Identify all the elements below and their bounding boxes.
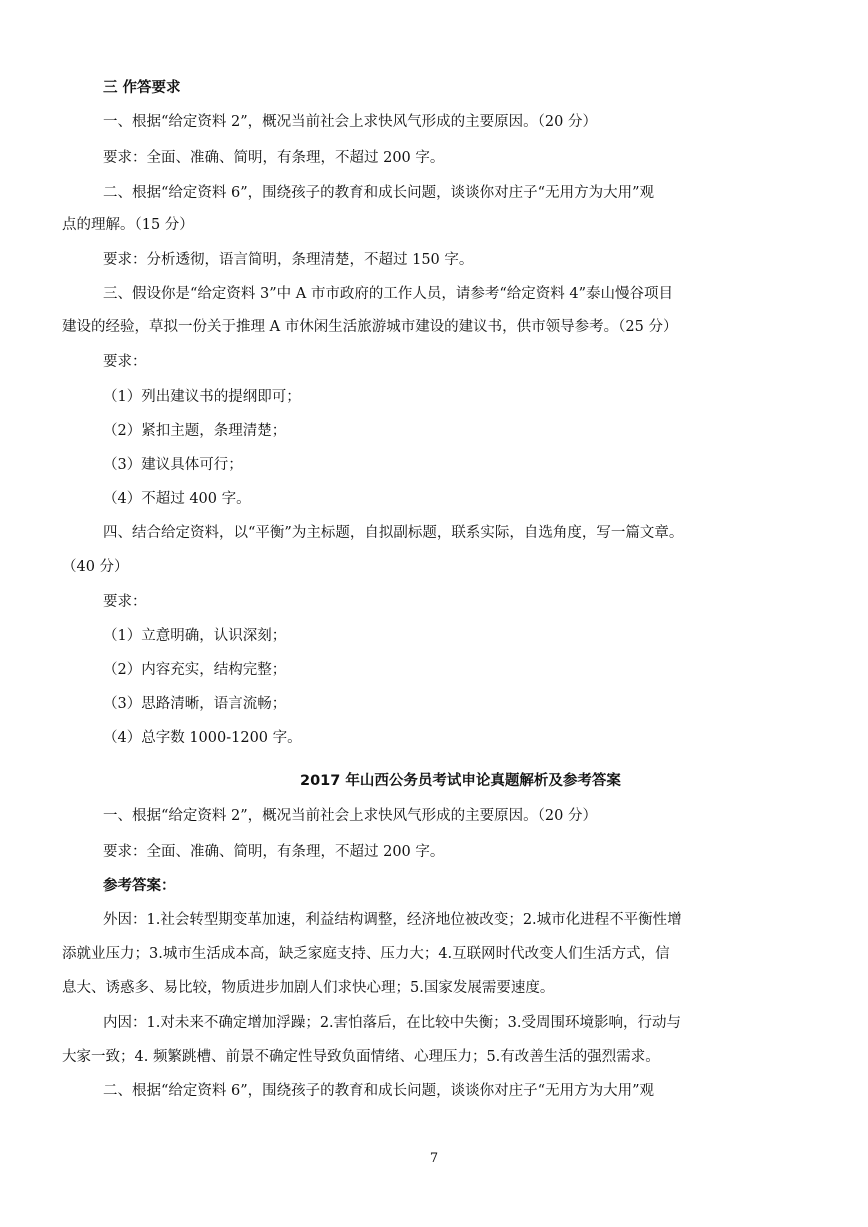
reference-answer-label: 参考答案： — [103, 878, 176, 894]
question-3-item: （4）不超过 400 字。 — [103, 491, 251, 507]
question-3-requirement-label: 要求： — [103, 354, 147, 370]
question-4-item: （4）总字数 1000-1200 字。 — [103, 730, 302, 746]
question-4-line-1: 四、结合给定资料，以“平衡”为主标题，自拟副标题，联系实际，自选角度，写一篇文章。 — [103, 525, 684, 541]
answer-1-requirement: 要求：全面、准确、简明，有条理，不超过 200 字。 — [103, 844, 445, 860]
question-4-item: （2）内容充实，结构完整； — [103, 662, 287, 678]
question-3-line-1: 三、假设你是“给定资料 3”中 A 市市政府的工作人员，请参考“给定资料 4”泰山慢谷项目 — [103, 286, 674, 302]
question-4-item: （1）立意明确，认识深刻； — [103, 628, 287, 644]
page-number: 7 — [429, 1151, 439, 1166]
question-1-requirement: 要求：全面、准确、简明，有条理，不超过 200 字。 — [103, 150, 445, 166]
section-heading: 三 作答要求 — [103, 80, 181, 96]
question-2-line-1: 二、根据“给定资料 6”，围绕孩子的教育和成长问题，谈谈你对庄子“无用方为大用”观 — [103, 185, 654, 201]
external-cause-line: 外因：1.社会转型期变革加速，利益结构调整，经济地位被改变；2.城市化进程不平衡性增 — [103, 912, 682, 928]
internal-cause-line: 大家一致；4. 频繁跳槽、前景不确定性导致负面情绪、心理压力；5.有改善生活的强烈需求。 — [62, 1049, 660, 1065]
question-4-item: （3）思路清晰，语言流畅； — [103, 696, 287, 712]
question-2-line-2: 点的理解。（15 分） — [62, 217, 194, 233]
question-3-line-2: 建设的经验，草拟一份关于推理 A 市休闲生活旅游城市建设的建议书，供市领导参考。（25 分） — [62, 319, 678, 335]
question-1: 一、根据“给定资料 2”，概况当前社会上求快风气形成的主要原因。（20 分） — [103, 114, 597, 130]
question-2-requirement: 要求：分析透彻，语言简明，条理清楚，不超过 150 字。 — [103, 252, 474, 268]
question-4-requirement-label: 要求： — [103, 594, 147, 610]
external-cause-line: 息大、诱惑多、易比较，物质进步加剧人们求快心理；5.国家发展需要速度。 — [62, 980, 555, 996]
answer-section-title: 2017 年山西公务员考试申论真题解析及参考答案 — [300, 773, 621, 789]
question-3-item: （3）建议具体可行； — [103, 457, 243, 473]
question-4-line-2: （40 分） — [62, 559, 129, 575]
answer-2-question-line-1: 二、根据“给定资料 6”，围绕孩子的教育和成长问题，谈谈你对庄子“无用方为大用”观 — [103, 1083, 654, 1099]
question-3-item: （2）紧扣主题，条理清楚； — [103, 423, 287, 439]
answer-1-question: 一、根据“给定资料 2”，概况当前社会上求快风气形成的主要原因。（20 分） — [103, 808, 597, 824]
internal-cause-line: 内因：1.对未来不确定增加浮躁；2.害怕落后，在比较中失衡；3.受周围环境影响，行动与 — [103, 1015, 681, 1031]
question-3-item: （1）列出建议书的提纲即可； — [103, 389, 301, 405]
external-cause-line: 添就业压力；3.城市生活成本高，缺乏家庭支持、压力大；4.互联网时代改变人们生活方式，信 — [62, 946, 670, 962]
